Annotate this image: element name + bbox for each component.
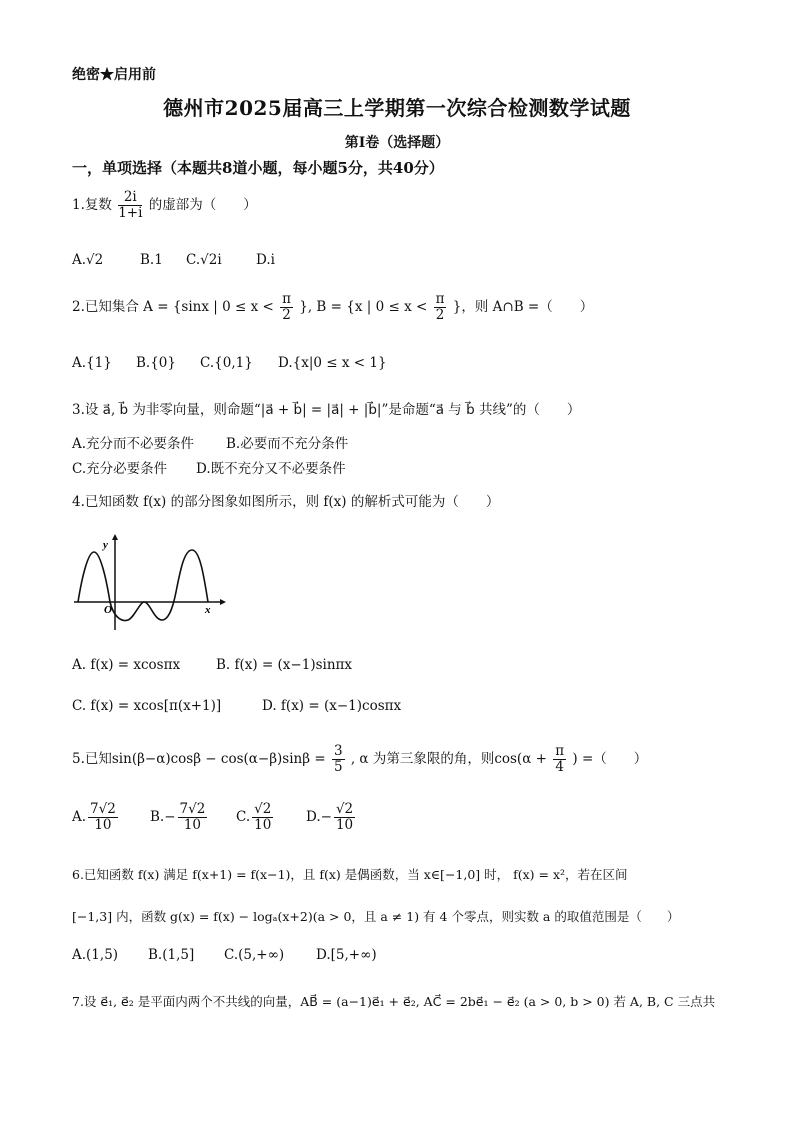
question-6-line-2: [−1,3] 内，函数 g(x) = f(x) − logₐ(x+2)(a > 0，且 a ≠ 1) 有 4 个零点，则实数 a 的取值范围是（ ） [72, 909, 680, 924]
q5-d-label: D. [306, 809, 321, 825]
question-1 [72, 190, 257, 221]
q5-b-label: B. [150, 809, 165, 825]
q5-pi-num: π [555, 743, 565, 759]
q5-option-c [236, 802, 275, 833]
x-axis-arrow [220, 599, 226, 605]
q4-option-d: D. f(x) = (x−1)cosπx [262, 698, 402, 714]
q1-fraction [118, 190, 142, 221]
q5-frac-num: 3 [333, 743, 343, 759]
question-2 [72, 292, 593, 323]
q3-option-b: B.必要而不充分条件 [226, 436, 349, 452]
q5-a-num: 7√2 [90, 801, 116, 817]
question-6-line-1: 6.已知函数 f(x) 满足 f(x+1) = f(x−1)，且 f(x) 是偶函数，当 x∈[−1,0] 时， f(x) = x²，若在区间 [72, 867, 628, 882]
q5-option-b [150, 802, 209, 833]
q2-fraction-1 [280, 292, 293, 323]
q6-option-a: A.(1,5) [72, 947, 119, 963]
q3-option-c: C.充分必要条件 [72, 461, 168, 477]
q5-b-sign: − [164, 809, 176, 825]
q5-b-den: 10 [183, 817, 202, 833]
y-axis-label: y [103, 539, 108, 551]
q6-option-b: B.(1,5] [148, 947, 195, 963]
q5-c-num: √2 [254, 801, 272, 817]
q5-a-den: 10 [94, 817, 112, 833]
q5-b-num: 7√2 [179, 801, 206, 817]
question-5 [72, 744, 647, 775]
question-4: 4.已知函数 f(x) 的部分图象如图所示，则 f(x) 的解析式可能为（ ） [72, 494, 500, 510]
q5-d-fraction [334, 802, 355, 833]
page-title: 德州市2025届高三上学期第一次综合检测数学试题 [163, 96, 631, 120]
q1-numerator: 2i [118, 190, 142, 206]
q5-pi-fraction [553, 744, 566, 775]
q2-frac2-num: π [435, 291, 445, 307]
volume-heading: 第Ⅰ卷（选择题） [344, 135, 450, 151]
q1-option-a: A.√2 [72, 252, 104, 268]
q2-option-c: C.{0,1} [200, 355, 253, 371]
section-heading: 一，单项选择（本题共8道小题，每小题5分，共40分） [72, 159, 444, 177]
q1-suffix: 的虚部为（ ） [148, 197, 257, 213]
q4-option-a: A. f(x) = xcosπx [72, 657, 181, 673]
x-axis-label: x [205, 604, 211, 616]
q1-option-d: D.i [256, 252, 275, 268]
q5-pi-den: 4 [555, 759, 564, 775]
q5-c-fraction [252, 802, 273, 833]
q1-denominator: 1+i [118, 205, 143, 221]
q5-text-b: , α 为第三象限的角，则cos(α + [350, 751, 547, 767]
q5-c-label: C. [236, 809, 251, 825]
q5-option-d [306, 802, 357, 833]
y-axis-arrow [112, 534, 118, 540]
q2-fraction-2 [434, 292, 447, 323]
q2-text-a: 2.已知集合 A = {sinx | 0 ≤ x < [72, 299, 274, 315]
q5-d-num: √2 [335, 801, 354, 817]
q2-text-c: }，则 A∩B =（ ） [452, 299, 594, 315]
function-graph [70, 532, 230, 632]
q5-a-label: A. [72, 809, 87, 825]
q5-text-c: ) =（ ） [572, 751, 648, 767]
q1-prefix: 1.复数 [72, 197, 112, 213]
q1-option-b: B.1 [140, 252, 163, 268]
curve [78, 550, 208, 620]
q2-text-b: }, B = {x | 0 ≤ x < [299, 299, 428, 315]
q2-option-a: A.{1} [72, 355, 112, 371]
q6-option-d: D.[5,+∞) [316, 947, 377, 963]
q5-a-fraction [88, 802, 118, 833]
q5-d-sign: − [320, 809, 332, 825]
q5-text-a: 5.已知sin(β−α)cosβ − cos(α−β)sinβ = [72, 751, 326, 767]
q5-c-den: 10 [254, 817, 272, 833]
q5-d-den: 10 [335, 817, 354, 833]
q3-option-d: D.既不充分又不必要条件 [196, 461, 346, 477]
q6-option-c: C.(5,+∞) [224, 947, 285, 963]
question-3: 3.设 a⃗, b⃗ 为非零向量，则命题“|a⃗ + b⃗| = |a⃗| + |b⃗|”是命题“a⃗ 与 b⃗ 共线”的（ ） [72, 402, 581, 418]
q5-option-a [72, 802, 120, 833]
q5-fraction [332, 744, 345, 775]
q3-option-a: A.充分而不必要条件 [72, 436, 195, 452]
origin-label: O [104, 604, 112, 616]
q2-frac1-num: π [282, 291, 291, 307]
q2-frac2-den: 2 [435, 307, 445, 323]
q4-option-b: B. f(x) = (x−1)sinπx [216, 657, 353, 673]
q2-option-b: B.{0} [136, 355, 176, 371]
q4-option-c: C. f(x) = xcos[π(x+1)] [72, 698, 222, 714]
q5-b-fraction [178, 802, 208, 833]
q1-option-c: C.√2i [186, 252, 222, 268]
question-7: 7.设 e⃗₁, e⃗₂ 是平面内两个不共线的向量，AB⃗ = (a−1)e⃗₁ + e⃗₂, AC⃗ = 2be⃗₁ − e⃗₂ (a > 0, b > 0) 若 A, B, C 三点共 [72, 994, 716, 1009]
secret-notice: 绝密★启用前 [72, 67, 156, 83]
q2-option-d: D.{x|0 ≤ x < 1} [278, 355, 387, 371]
q2-frac1-den: 2 [282, 307, 291, 323]
q5-frac-den: 5 [333, 759, 343, 775]
